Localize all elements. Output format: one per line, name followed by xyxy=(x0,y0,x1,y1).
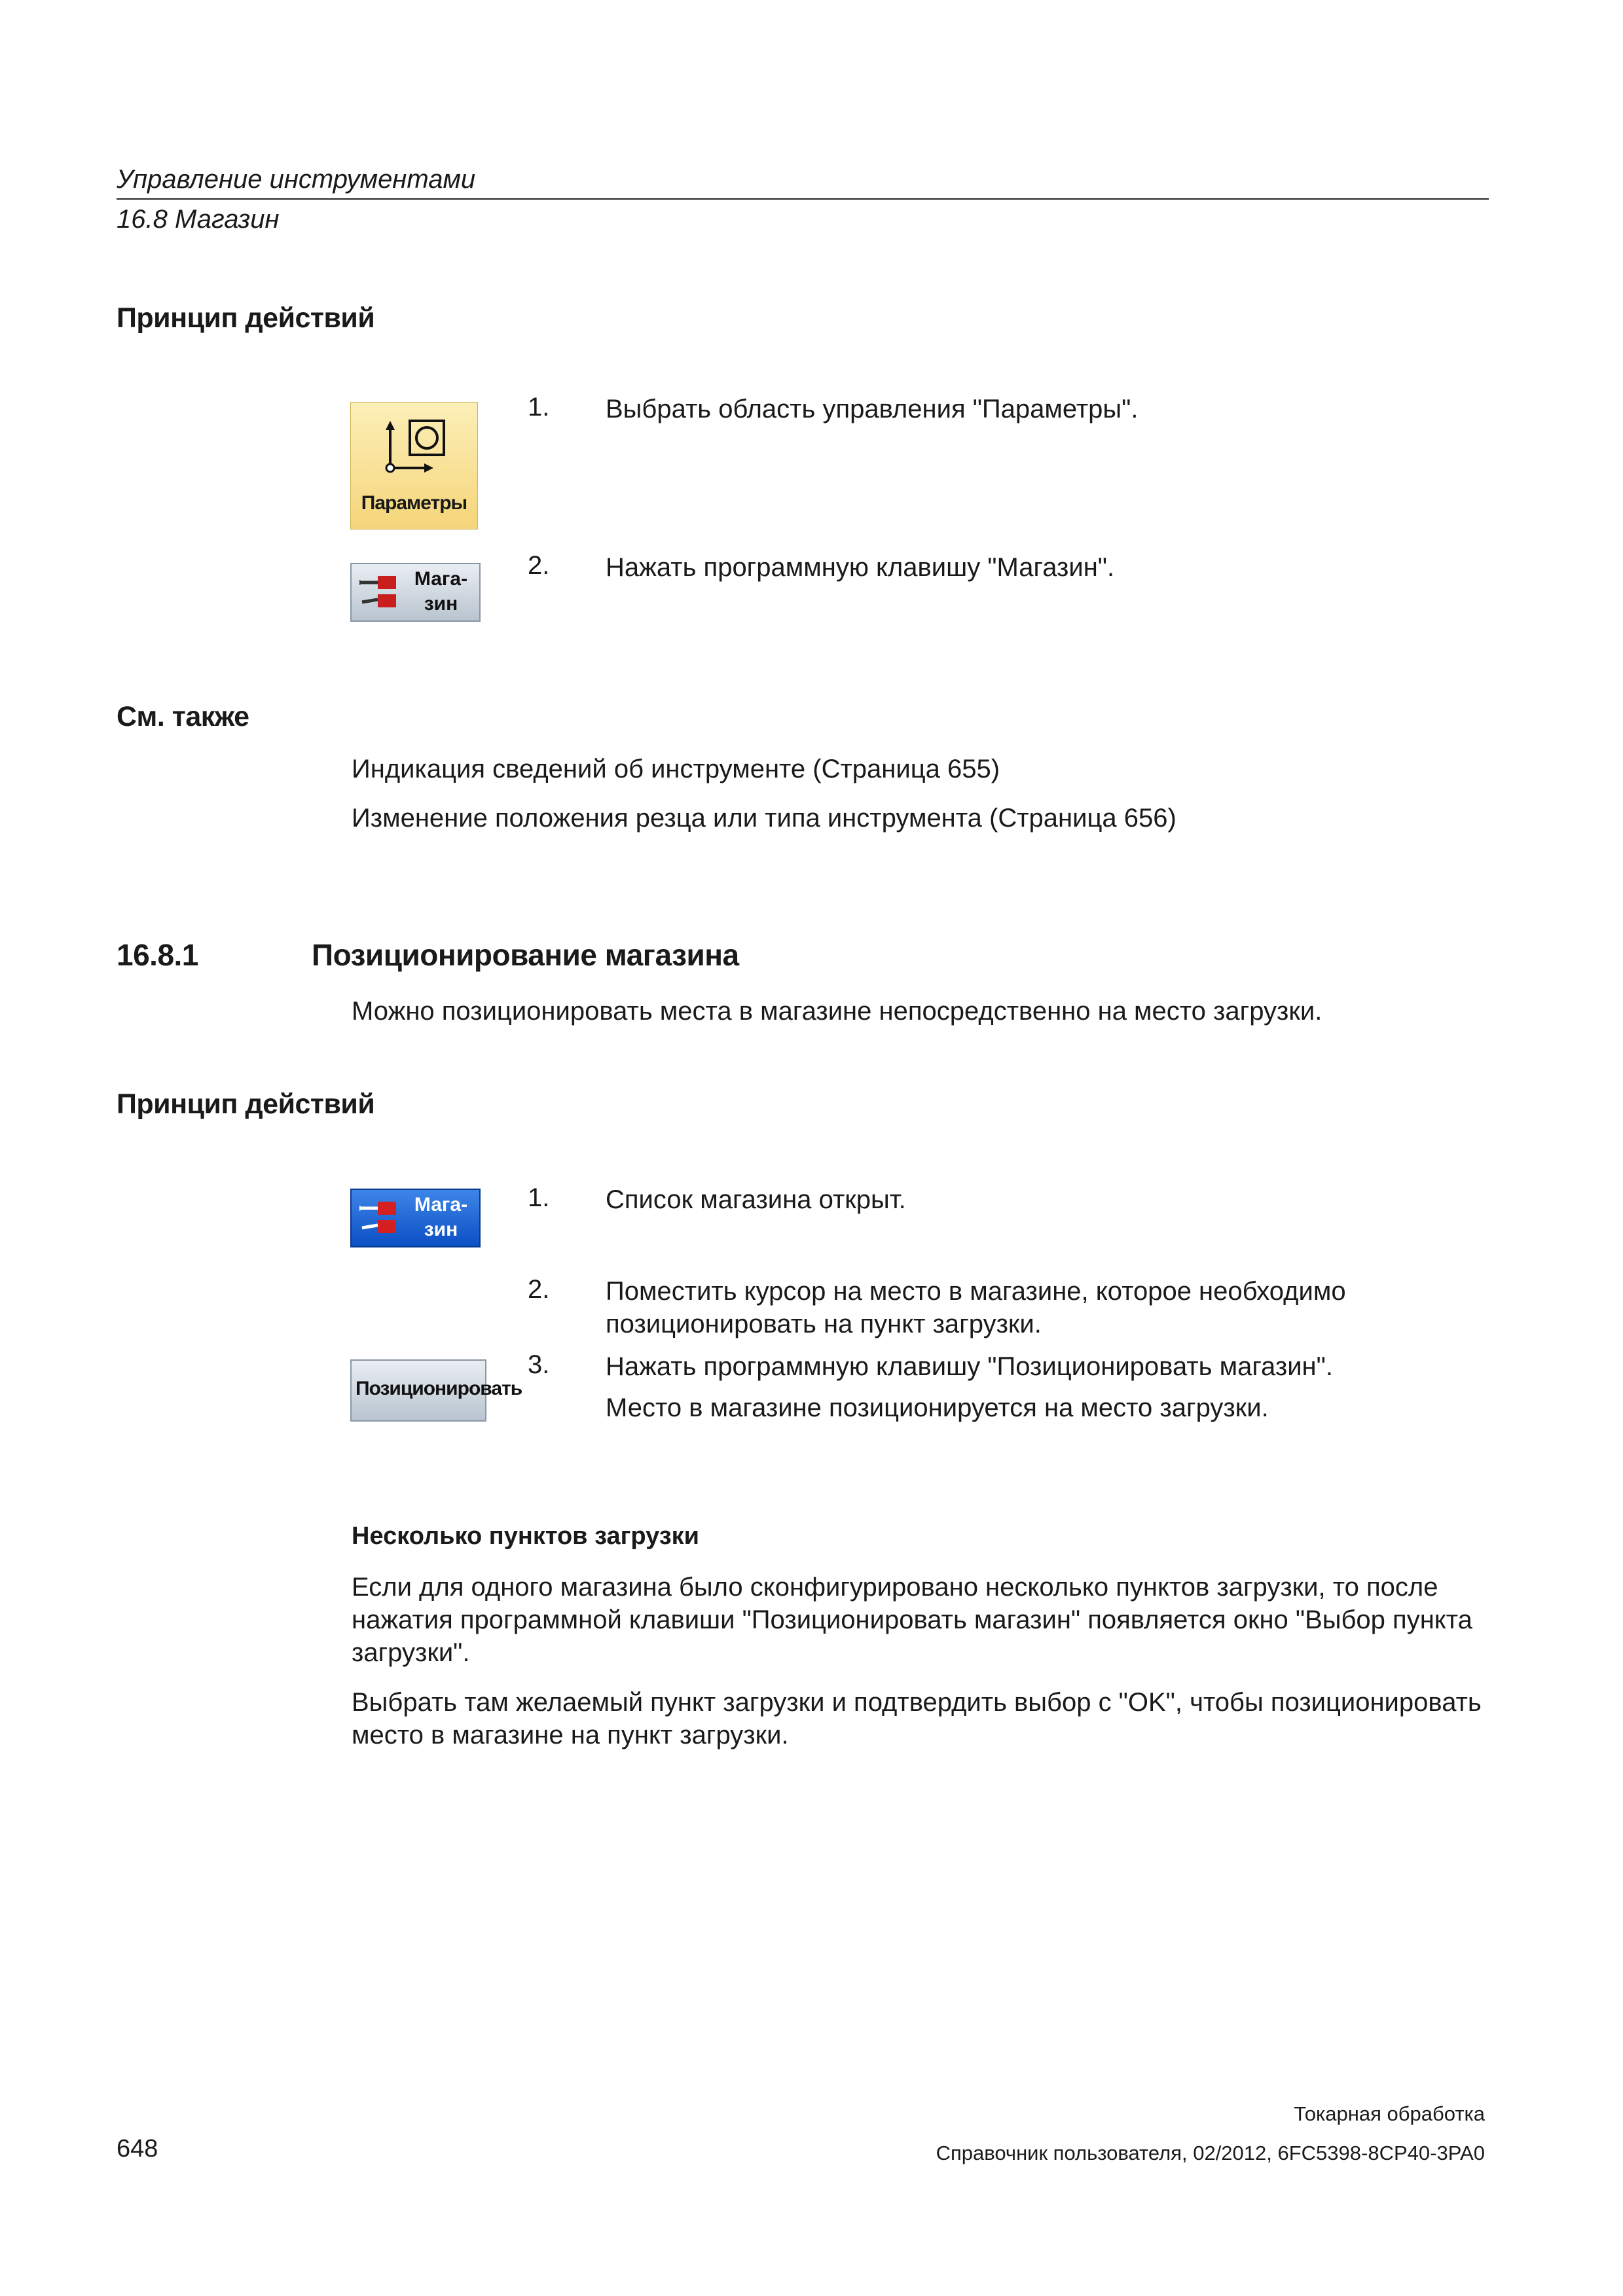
magazine-icon xyxy=(358,1198,404,1240)
footer-manual: Справочник пользователя, 02/2012, 6FC5398-8CP40-3PA0 xyxy=(936,2142,1485,2164)
step-text: Список магазина открыт. xyxy=(606,1185,906,1214)
heading-loading-points: Несколько пунктов загрузки xyxy=(352,1522,700,1550)
running-header-chapter: Управление инструментами xyxy=(117,165,476,194)
subsection-number: 16.8.1 xyxy=(117,938,198,972)
step-text: Поместить курсор на место в магазине, которое необходимо позиционировать на пункт загрузки. xyxy=(606,1277,1346,1338)
magazine-softkey[interactable] xyxy=(350,563,481,622)
paragraph: Выбрать там желаемый пункт загрузки и подтвердить выбор с "OK", чтобы позиционировать место в магазине на пункт загрузки. xyxy=(352,1688,1482,1749)
see-also-link[interactable]: Индикация сведений об инструменте (Страница 655) xyxy=(352,755,1000,783)
heading-see-also: См. также xyxy=(117,701,249,732)
magazine-softkey-label: Мага- зин xyxy=(414,1194,468,1240)
parameters-icon xyxy=(376,414,454,480)
step-result: Место в магазине позиционируется на место загрузки. xyxy=(606,1393,1269,1422)
step-number: 1. xyxy=(528,1183,550,1212)
magazine-softkey-active[interactable] xyxy=(350,1189,481,1247)
position-magazine-softkey-label: Позиционировать xyxy=(356,1378,522,1399)
step-number: 3. xyxy=(528,1350,550,1379)
heading-principle-2: Принцип действий xyxy=(117,1088,375,1120)
magazine-icon xyxy=(358,572,404,614)
step-number: 1. xyxy=(528,393,550,422)
parameters-softkey[interactable] xyxy=(350,402,478,529)
subsection-intro: Можно позиционировать места в магазине непосредственно на место загрузки. xyxy=(352,997,1322,1026)
header-rule xyxy=(117,198,1489,200)
footer-product: Токарная обработка xyxy=(1294,2102,1485,2125)
step-text: Нажать программную клавишу "Магазин". xyxy=(606,553,1115,582)
subsection-title: Позиционирование магазина xyxy=(312,938,739,972)
step-number: 2. xyxy=(528,1275,550,1304)
step-number: 2. xyxy=(528,551,550,580)
step-text: Выбрать область управления "Параметры". xyxy=(606,395,1139,423)
heading-principle-1: Принцип действий xyxy=(117,302,375,334)
step-text: Нажать программную клавишу "Позиционировать магазин". xyxy=(606,1352,1333,1381)
position-magazine-softkey[interactable] xyxy=(350,1359,522,1422)
parameters-softkey-label: Параметры xyxy=(361,492,467,514)
running-header-section: 16.8 Магазин xyxy=(117,205,280,234)
paragraph: Если для одного магазина было сконфигурировано несколько пунктов загрузки, то после нажатия программной клавиши "Позиционировать магазин" появляется окно "Выбор пункта загрузки". xyxy=(352,1573,1472,1667)
page-number: 648 xyxy=(117,2135,158,2162)
see-also-link[interactable]: Изменение положения резца или типа инструмента (Страница 656) xyxy=(352,804,1176,833)
magazine-softkey-label: Мага- зин xyxy=(414,568,468,615)
